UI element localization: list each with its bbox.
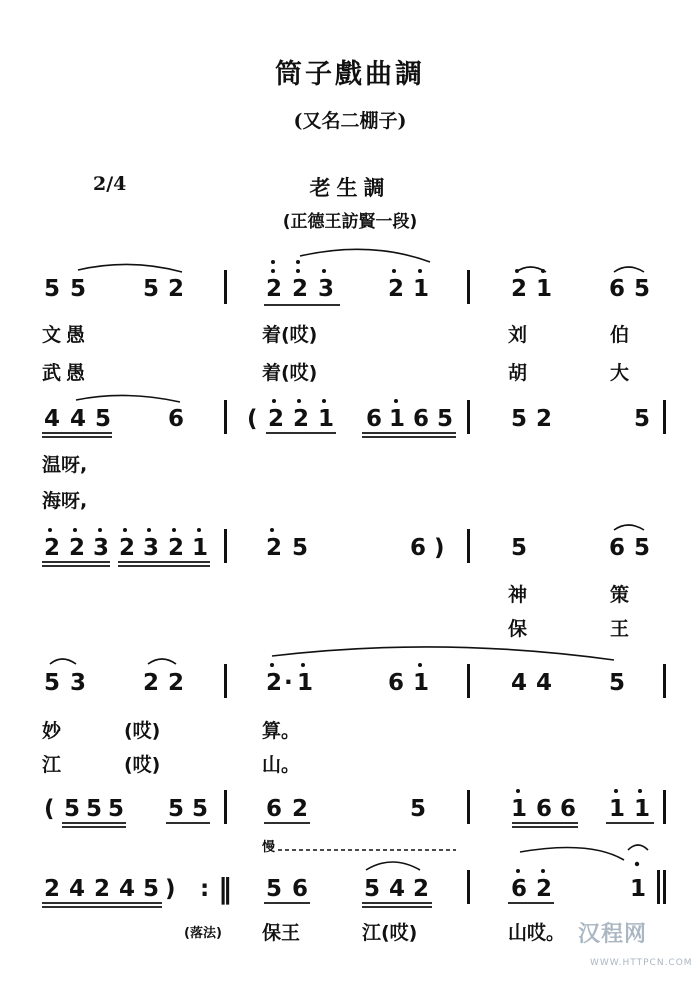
lyric: 江 [42,754,62,776]
lyric: 妙 [42,720,62,742]
note: 1 [413,670,430,696]
score-subtitle: (又名二棚子) [293,110,407,132]
note: 2 [44,876,61,902]
note: 5 [192,796,209,822]
note: 6 [413,406,430,432]
note: 2 [119,535,136,561]
final-barline: ‖ [218,872,232,905]
note: 2 [266,535,283,561]
watermark-url: WWW.HTTPCN.COM [590,958,693,968]
note: 6 [536,796,553,822]
note: 2 [168,276,185,302]
note: 1 [389,406,406,432]
note: 2 [69,535,86,561]
lyric: 愚 [66,324,86,346]
note: 4 [536,670,553,696]
note: 2 [94,876,111,902]
note: 3 [143,535,160,561]
note: 6 [609,276,626,302]
slur [366,862,420,870]
slur [520,848,624,861]
lyric: (哎) [124,754,161,776]
section-source: (正德王訪賢一段) [282,212,418,232]
lyric: 着(哎) [262,362,318,384]
note: 3 [70,670,87,696]
note: 5 [86,796,103,822]
note: 6 [366,406,383,432]
note: 4 [389,876,406,902]
note: 6 [292,876,309,902]
note: 5 [266,876,283,902]
note: 2 [536,876,553,902]
note: ) [165,876,176,902]
note: 1 [609,796,626,822]
note: 6 [168,406,185,432]
note: 2 [388,276,405,302]
note: 2 [511,276,528,302]
note: 5 [44,670,61,696]
lyric: 山。 [262,754,301,776]
note: 5 [634,535,651,561]
note: 5 [410,796,427,822]
note: 5 [168,796,185,822]
note: 1 [318,406,335,432]
note: 5 [437,406,454,432]
note: · [284,670,293,696]
note: ) [434,535,445,561]
slur [300,249,430,262]
lyric: 神 [508,584,528,606]
time-signature: 2/4 [93,173,127,195]
note: 6 [609,535,626,561]
note: 2 [292,276,309,302]
note: 5 [511,535,528,561]
note: 5 [108,796,125,822]
section-title: 老生調 [309,176,391,200]
note: 4 [44,406,61,432]
note: 1 [413,276,430,302]
lyric: 着(哎) [262,324,318,346]
note: 2 [536,406,553,432]
lyric: 算。 [262,720,301,742]
note: 1 [536,276,553,302]
lyric: 武 [42,362,62,384]
fermata [628,845,648,850]
note: 2 [143,670,160,696]
note: 5 [44,276,61,302]
note: 3 [93,535,110,561]
lyric: 山哎。 [508,922,566,944]
slur [614,267,644,272]
lyric: 愚 [66,362,86,384]
lyric: 海呀, [42,490,88,512]
note: 5 [364,876,381,902]
lyric: 江(哎) [362,922,418,944]
note: 2 [44,535,61,561]
lyric-annotation: (落法) [184,926,222,941]
note: 6 [410,535,427,561]
note: 6 [388,670,405,696]
note: 2 [293,406,310,432]
tempo-marking: 慢 [262,840,276,855]
note: 2 [266,276,283,302]
note: ( [44,796,55,822]
note: 4 [511,670,528,696]
note: 1 [192,535,209,561]
note: 2 [168,670,185,696]
note: 2 [266,670,283,696]
note: 5 [95,406,112,432]
slur [50,659,76,664]
note: 6 [560,796,577,822]
note: 2 [168,535,185,561]
note: 5 [292,535,309,561]
lyric: 温呀, [42,454,88,476]
note: 5 [634,406,651,432]
note: 5 [70,276,87,302]
note: 4 [70,406,87,432]
repeat-sign: : [200,876,210,902]
slur [614,525,644,530]
note: 3 [318,276,335,302]
lyric: 胡 [508,362,528,384]
note: 6 [266,796,283,822]
note: 6 [511,876,528,902]
lyric: 文 [42,324,62,346]
note: 4 [69,876,86,902]
lyric: 刘 [508,324,528,346]
note: 1 [511,796,528,822]
note: 5 [609,670,626,696]
slur [76,395,180,402]
watermark-logo: 汉程网 [578,922,648,947]
slur [148,659,176,664]
note: 2 [292,796,309,822]
score-title: 筒子戲曲調 [275,59,425,90]
note: 5 [634,276,651,302]
lyric: 保王 [262,922,301,944]
lyric: 保 [508,618,528,640]
note: 2 [413,876,430,902]
note: 4 [119,876,136,902]
note: 5 [143,276,160,302]
note: 1 [630,876,647,902]
lyric: 伯 [610,324,630,346]
slur [78,264,182,272]
note: 1 [634,796,651,822]
slur [272,647,614,660]
lyric: 大 [610,362,630,384]
note: 5 [64,796,81,822]
lyric: (哎) [124,720,161,742]
note: ( [247,406,258,432]
note: 5 [511,406,528,432]
note: 2 [268,406,285,432]
note: 1 [297,670,314,696]
note: 5 [143,876,160,902]
lyric: 策 [610,584,630,606]
lyric: 王 [610,618,630,640]
